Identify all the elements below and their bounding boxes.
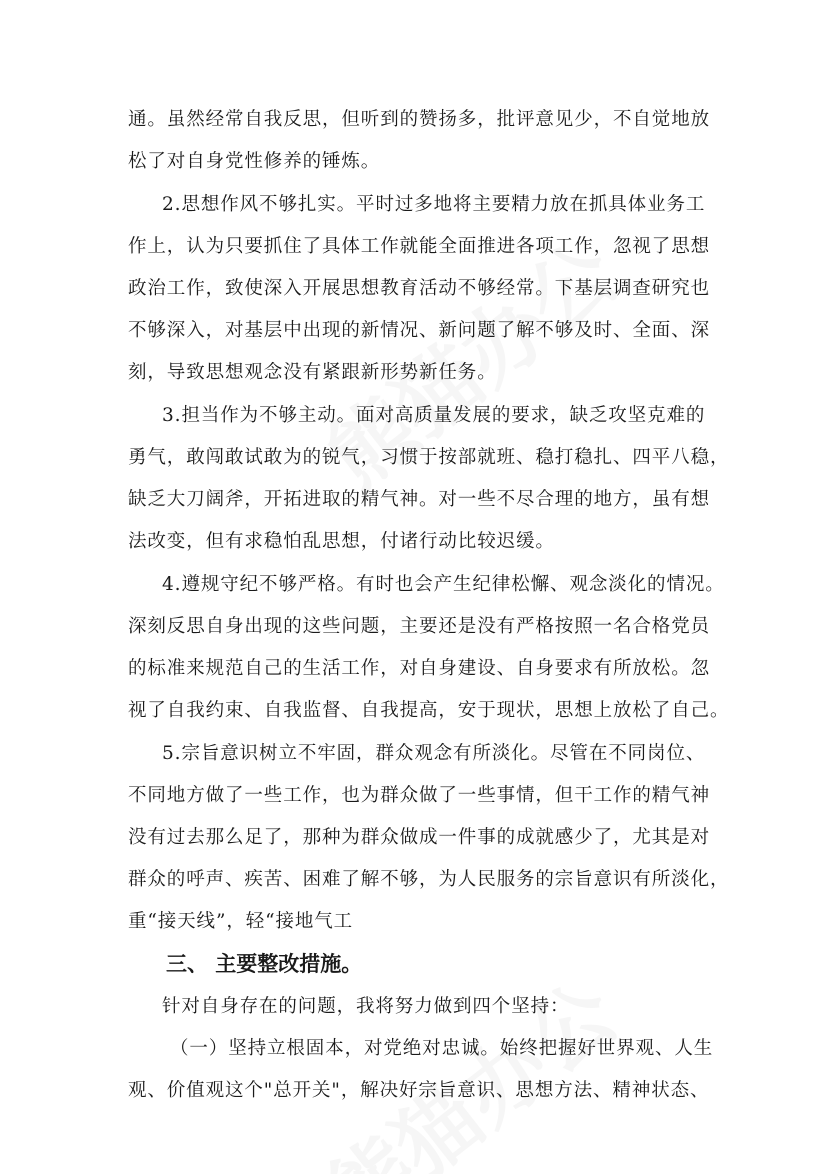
body-text-line: 刻，导致思想观念没有紧跟新形势新任务。	[128, 362, 497, 383]
paragraph-5-start: 5.宗旨意识树立不牢固，群众观念有所淡化。尽管在不同岗位、	[162, 743, 706, 764]
watermark-logo	[298, 949, 637, 1174]
paragraph-4-start: 4.遵规守纪不够严格。有时也会产生纪律松懈、观念淡化的情况。	[162, 574, 725, 595]
body-text-line: 视了自我约束、自我监督、自我提高，安于现状，思想上放松了自己。	[128, 700, 730, 721]
body-text-line: 法改变，但有求稳怕乱思想，付诸行动比较迟缓。	[128, 531, 555, 552]
body-text-line: 没有过去那么足了，那种为群众做成一件事的成就感少了，尤其是对	[128, 827, 711, 848]
body-text-line: 群众的呼声、疾苦、困难了解不够，为人民服务的宗旨意识有所淡化，	[128, 869, 730, 890]
body-text-line: 缺乏大刀阔斧，开拓进取的精气神。对一些不尽合理的地方，虽有想	[128, 489, 711, 510]
paragraph-2-start: 2.思想作风不够扎实。平时过多地将主要精力放在抓具体业务工	[162, 194, 706, 215]
body-text-line: 不同地方做了一些工作，也为群众做了一些事情，但干工作的精气神	[128, 785, 711, 806]
intro-line: 针对自身存在的问题，我将努力做到四个坚持：	[162, 996, 570, 1017]
body-text-line: 松了对自身党性修养的锤炼。	[128, 151, 381, 172]
body-text-line: 勇气，敢闯敢试敢为的锐气，习惯于按部就班、稳打稳扎、四平八稳，	[128, 447, 730, 468]
paragraph-3-start: 3.担当作为不够主动。面对高质量发展的要求，缺乏攻坚克难的	[162, 405, 706, 426]
body-text-line: 的标准来规范自己的生活工作，对自身建设、自身要求有所放松。忽	[128, 658, 711, 679]
body-text-line: 观、价值观这个"总开关"，解决好宗旨意识、思想方法、精神状态、	[128, 1080, 710, 1101]
body-text-line: 作上，认为只要抓住了具体工作就能全面推进各项工作，忽视了思想	[128, 236, 711, 257]
body-text-line: 深刻反思自身出现的这些问题，主要还是没有严格按照一名合格党员	[128, 616, 711, 637]
measure-1-start: （一）坚持立根固本，对党绝对忠诚。始终把握好世界观、人生	[170, 1038, 714, 1059]
body-text-line: 重“接天线”，轻“接地气工	[128, 911, 354, 932]
body-text-line: 政治工作，致使深入开展思想教育活动不够经常。下基层调查研究也	[128, 278, 711, 299]
section-heading: 三、 主要整改措施。	[166, 952, 363, 976]
body-text-line: 通。虽然经常自我反思，但听到的赞扬多，批评意见少，不自觉地放	[128, 109, 711, 130]
body-text-line: 不够深入，对基层中出现的新情况、新问题了解不够及时、全面、深	[128, 320, 711, 341]
